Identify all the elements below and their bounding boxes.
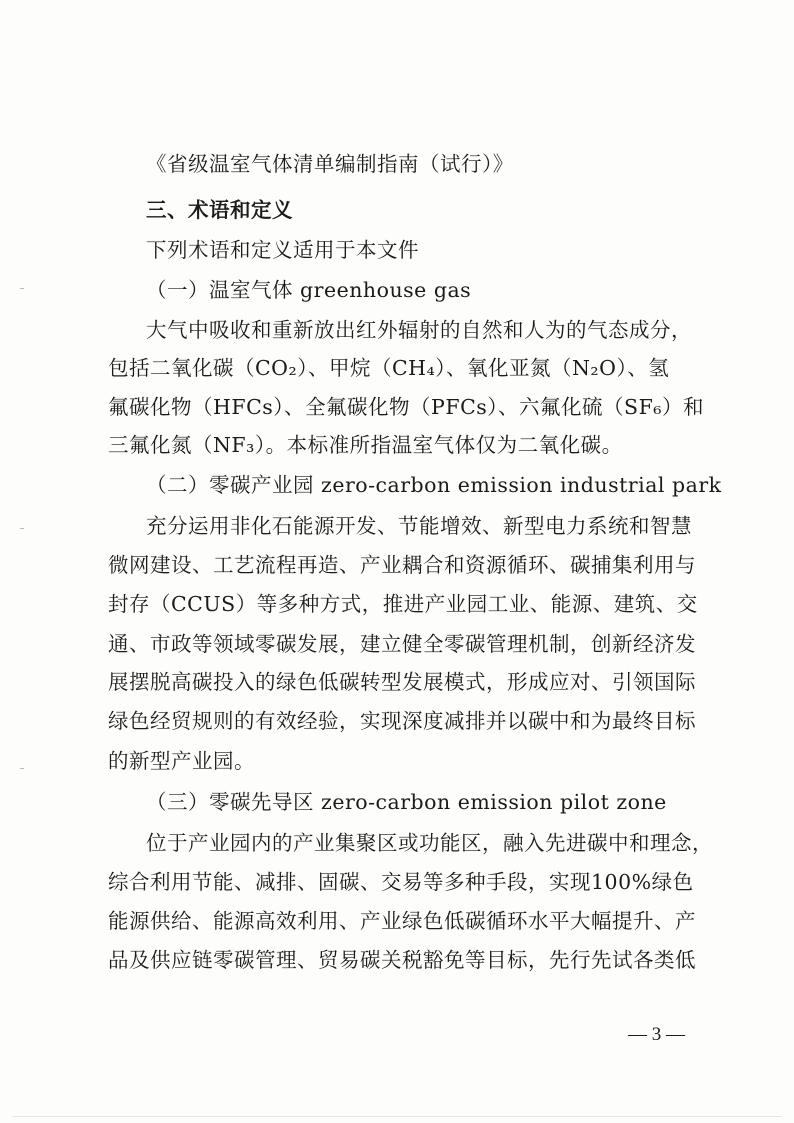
body-line: 绿色经贸规则的有效经验，实现深度减排并以碳中和为最终目标 [108,709,696,733]
scan-speck [20,288,24,289]
body-line: 微网建设、工艺流程再造、产业耦合和资源循环、碳捕集利用与 [108,553,696,577]
body-line: 充分运用非化石能源开发、节能增效、新型电力系统和智慧 [146,514,692,538]
body-line: 位于产业园内的产业集聚区或功能区，融入先进碳中和理念， [146,831,713,855]
body-line: 能源供给、能源高效利用、产业绿色低碳循环水平大幅提升、产 [108,909,696,933]
reference-title: 《省级温室气体清单编制指南（试行）》 [146,152,514,176]
body-line: 的新型产业园。 [108,749,255,773]
body-line: 大气中吸收和重新放出红外辐射的自然和人为的气态成分， [146,318,692,342]
body-line: 通、市政等领域零碳发展，建立健全零碳管理机制，创新经济发 [108,632,696,656]
scan-speck [20,528,24,529]
section-heading: 三、术语和定义 [146,198,293,222]
scan-edge-line [12,1116,782,1117]
subheading-greenhouse-gas: （一）温室气体 greenhouse gas [146,278,472,302]
body-line: 封存（CCUS）等多种方式，推进产业园工业、能源、建筑、交 [108,592,698,616]
body-line: 品及供应链零碳管理、贸易碳关税豁免等目标，先行先试各类低 [108,948,696,972]
subheading-zero-carbon-park: （二）零碳产业园 zero-carbon emission industrial park [146,473,722,497]
body-line: 包括二氧化碳（CO₂）、甲烷（CH₄）、氧化亚氮（N₂O）、氢 [108,356,670,380]
subheading-zero-carbon-zone: （三）零碳先导区 zero-carbon emission pilot zone [146,790,667,814]
body-line: 展摆脱高碳投入的绿色低碳转型发展模式，形成应对、引领国际 [108,670,696,694]
page-number: — 3 — [628,1024,685,1045]
body-line: 下列术语和定义适用于本文件 [146,238,419,262]
body-line: 三氟化氮（NF₃）。本标准所指温室气体仅为二氧化碳。 [108,433,623,457]
scan-speck [20,768,24,769]
body-line: 氟碳化物（HFCs）、全氟碳化物（PFCs）、六氟化硫（SF₆）和 [108,395,705,419]
body-line: 综合利用节能、减排、固碳、交易等多种手段，实现100%绿色 [108,870,694,894]
